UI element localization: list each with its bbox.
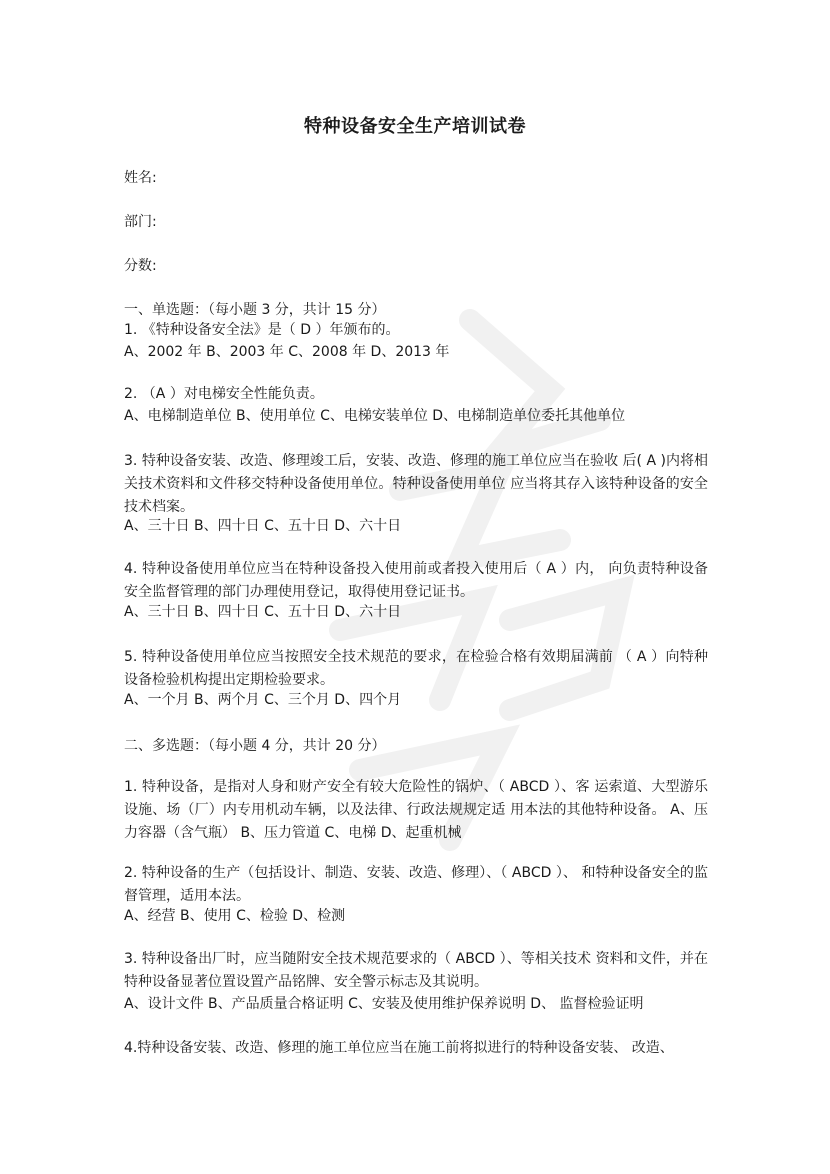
s1-q1-question: 1. 《特种设备安全法》是（ D ）年颁布的。 (124, 322, 400, 338)
s1-q4-options: A、三十日 B、四十日 C、五十日 D、六十日 (124, 604, 402, 620)
s1-q5-options: A、一个月 B、两个月 C、三个月 D、四个月 (124, 692, 402, 708)
score-field-label: 分数: (124, 258, 157, 274)
s1-q3-options: A、三十日 B、四十日 C、五十日 D、六十日 (124, 518, 402, 534)
s2-q3-options: A、设计文件 B、产品质量合格证明 C、安装及使用维护保养说明 D、 监督检验证明 (124, 996, 644, 1012)
department-field-label: 部门: (124, 214, 157, 230)
section1-heading: 一、单选题：（每小题 3 分，共计 15 分） (124, 302, 386, 318)
s2-q2-question: 2. 特种设备的生产（包括设计、制造、安装、改造、修理）、（ ABCD ）、 和特种设备安全的监督管理，适用本法。 (124, 865, 708, 904)
s1-q2-question: 2. （A ）对电梯安全性能负责。 (124, 386, 324, 402)
s1-q2-options: A、电梯制造单位 B、使用单位 C、电梯安装单位 D、电梯制造单位委托其他单位 (124, 408, 626, 424)
s1-q5-question: 5. 特种设备使用单位应当按照安全技术规范的要求，在检验合格有效期届满前 （ A ）向特种设备检验机构提出定期检验要求。 (124, 649, 708, 688)
s2-q1-question: 1. 特种设备，是指对人身和财产安全有较大危险性的锅炉、（ ABCD ）、客 运索道、大型游乐设施、场（厂）内专用机动车辆，以及法律、行政法规规定适 用本法的其他特种设备。 A、压力容器（含气瓶） B、压力管道 C、电梯 D、起重机械 (124, 779, 708, 841)
s1-q1-options: A、2002 年 B、2003 年 C、2008 年 D、2013 年 (124, 344, 450, 360)
exam-title: 特种设备安全生产培训试卷 (304, 116, 526, 137)
s2-q3-question: 3. 特种设备出厂时，应当随附安全技术规范要求的（ ABCD ）、等相关技术 资料和文件，并在特种设备显著位置设置产品铭牌、安全警示标志及其说明。 (124, 951, 708, 990)
name-field-label: 姓名: (124, 170, 157, 186)
section2-heading: 二、多选题：（每小题 4 分，共计 20 分） (124, 738, 386, 754)
s2-q2-options: A、经营 B、使用 C、检验 D、检测 (124, 908, 346, 924)
s2-q4-question: 4.特种设备安装、改造、修理的施工单位应当在施工前将拟进行的特种设备安装、 改造、 (124, 1040, 674, 1056)
s1-q3-question: 3. 特种设备安装、改造、修理竣工后，安装、改造、修理的施工单位应当在验收 后( A )内将相关技术资料和文件移交特种设备使用单位。特种设备使用单位 应当将其存入该特种设备的安全技术档案。 (124, 453, 708, 515)
s1-q4-question: 4. 特种设备使用单位应当在特种设备投入使用前或者投入使用后（ A ）内， 向负责特种设备安全监督管理的部门办理使用登记，取得使用登记证书。 (124, 561, 708, 600)
